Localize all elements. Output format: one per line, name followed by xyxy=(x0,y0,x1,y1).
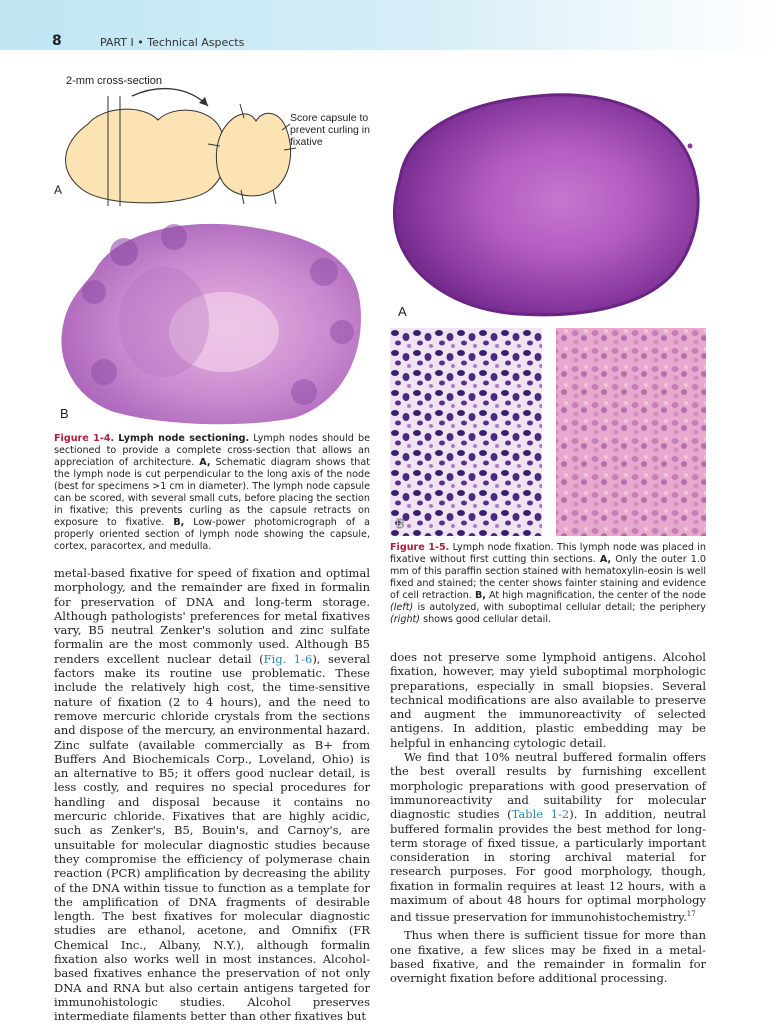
figure-1-4-micrograph xyxy=(54,212,370,428)
running-head: PART I • Technical Aspects xyxy=(100,36,245,49)
follicle xyxy=(82,280,106,304)
caption-text: Lymph nodes should be sectioned to provide a complete cross-section that allows an appreciation of architecture. xyxy=(54,433,370,468)
caption-panel-a: A, xyxy=(599,554,612,565)
figure-label: Figure 1-4. xyxy=(54,433,115,444)
caption-text: Schematic diagram shows that the lymph node is cut perpendicular to the long axis of the node (best for specimens >1 cm in diameter). The lymph node capsule can be scored, with several small cuts, before placing the section in fixative; this prevents curling as the capsule retracts on exposure to fixative. xyxy=(54,457,370,528)
page-number: 8 xyxy=(52,33,62,49)
figure-1-4-diagram xyxy=(48,66,378,206)
score-label-line-1: Score capsule to xyxy=(290,112,369,124)
follicle xyxy=(161,224,187,250)
score-cut-3 xyxy=(273,190,276,204)
lymph-node-slice xyxy=(216,113,290,196)
caption-text: At high magnification, the center of the node xyxy=(489,590,706,601)
caption-panel-a: A, xyxy=(199,457,211,468)
panel-label-b: B xyxy=(60,406,69,421)
caption-text: Low-power photomicrograph of a properly oriented section of lymph node showing the capsule, cortex, paracortex, and medulla. xyxy=(54,517,370,552)
table-reference-link[interactable]: Table 1-2 xyxy=(511,807,570,822)
caption-left: (left) xyxy=(390,602,414,613)
figure-1-5-section xyxy=(388,88,708,320)
caption-right: (right) xyxy=(390,614,421,625)
panel-label-a: A xyxy=(398,304,407,319)
caption-text: Only the outer 1.0 mm of this paraffin section stained with hematoxylin-eosin is well fixed and stained; the center shows fainter staining and evidence of cell retraction. xyxy=(390,554,706,601)
left-column-text xyxy=(54,566,370,1024)
caption-panel-b: B, xyxy=(474,590,486,601)
follicle xyxy=(330,320,354,344)
follicle xyxy=(91,359,117,385)
follicle xyxy=(110,238,138,266)
panel-label-b: B xyxy=(396,516,405,531)
figure-label: Figure 1-5. xyxy=(390,542,450,553)
paragraph: metal-based fixative for speed of fixation and optimal morphology, and the remainder are fixed in formalin for preservation of DNA and long-term storage. Although pathologists' preferences for metal fixatives vary, B5 neutral Zenker's solution and zinc sulfate formalin are the most commonly used. Although B5 renders excellent nuclear detail (Fig. 1-6), several factors make its routine use problematic. These include the relatively high cost, the time-sensitive nature of fixation (2 to 4 hours), and the need to remove mercuric chloride crystals from the sections and dispose of the mercury, an environmental hazard. Zinc sulfate (available commercially as B+ from Buffers And Biochemicals Corp., Loveland, Ohio) is an alternative to B5; it offers good nuclear detail, is less costly, and requires no special procedures for handling and disposal because it contains no mercuric chloride. Fixatives that are highly acidic, such as Zenker's, B5, Bouin's, and Carnoy's, are unsuitable for molecular diagnostic studies because they compromise the efficiency of polymerase chain reaction (PCR) amplification by decreasing the ability of the DNA within tissue to function as a template for the amplification of DNA fragments of desirable length. The best fixatives for molecular diagnostic studies are ethanol, acetone, and Omnifix (FR Chemical Inc., Albany, N.Y.), although formalin fixation also works well in most instances. Alcohol-based fixatives enhance the preservation of not only DNA and RNA but also certain antigens targeted for immunohistologic studies. Alcohol preserves intermediate filaments better than other fixatives but xyxy=(54,566,371,1024)
panel-label-a: A xyxy=(54,183,63,197)
score-label-line-3: fixative xyxy=(290,136,323,148)
paracortex xyxy=(119,267,209,377)
lymph-node-whole xyxy=(66,109,226,203)
score-label-line-2: prevent curling in xyxy=(290,124,370,136)
micrograph-periphery-right xyxy=(556,328,706,536)
figure-1-4-caption xyxy=(54,433,370,553)
paragraph: does not preserve some lymphoid antigens. Alcohol fixation, however, may yield suboptimal morphologic preparations, especially in small biopsies. Several technical modifications are also available to preserve and augment the immunoreactivity of selected antigens. In addition, plastic embedding may be helpful in enhancing cytologic detail. xyxy=(390,650,706,750)
figure-1-5-high-mag xyxy=(390,328,706,536)
paragraph: Thus when there is sufficient tissue for more than one fixative, a few slices may be fixed in a metal-based fixative, and the remainder in formalin for overnight fixation before additional processing. xyxy=(390,928,706,986)
caption-text: shows good cellular detail. xyxy=(423,614,552,625)
figure-title: Lymph node sectioning. xyxy=(118,433,250,444)
caption-panel-b: B, xyxy=(173,517,185,528)
caption-text: Lymph node fixation. This lymph node was placed in fixative without first cutting thin sections. xyxy=(390,542,706,565)
figure-reference-link[interactable]: Fig. 1-6 xyxy=(263,651,313,666)
citation-ref: 17 xyxy=(686,910,696,919)
caption-text: is autolyzed, with suboptimal cellular detail; the periphery xyxy=(417,602,706,613)
stained-lymph-node xyxy=(394,95,698,315)
follicle xyxy=(291,379,317,405)
micrograph-center-left xyxy=(390,328,542,536)
figure-1-5-caption xyxy=(390,542,706,626)
arrow-icon xyxy=(132,89,208,106)
cross-section-label: 2-mm cross-section xyxy=(66,75,162,87)
paragraph: We find that 10% neutral buffered formalin offers the best overall results by furnishing excellent morphologic preparations with good preservation of immunoreactivity and suitability for molecular diagnostic studies (Table 1-2). In addition, neutral buffered formalin provides the best method for long-term storage of fixed tissue, a particularly important consideration in storing archival material for research purposes. For good morphology, though, fixation in formalin requires at least 12 hours, with a maximum of about 48 hours for optimal morphology and tissue preservation for immunohistochemistry.$^{17}$ xyxy=(390,750,707,925)
follicle xyxy=(310,258,338,286)
right-column-text xyxy=(390,650,706,986)
